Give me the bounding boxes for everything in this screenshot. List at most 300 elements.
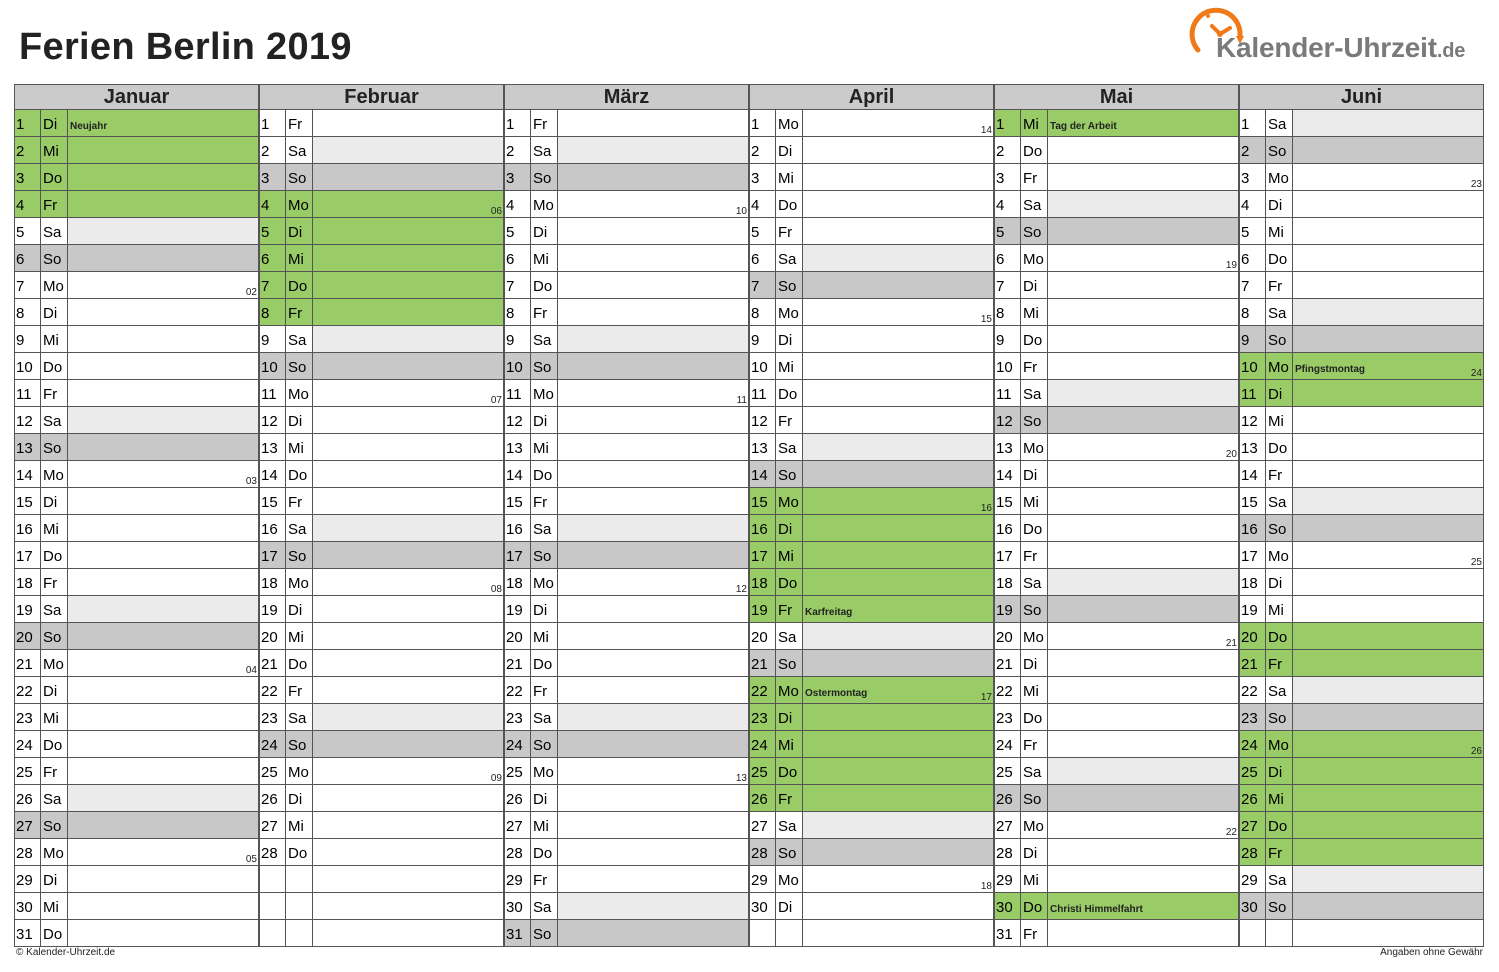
weekday: Mo (531, 758, 558, 784)
day-note (1048, 191, 1238, 217)
weekday: Do (1021, 137, 1048, 163)
weekday: Di (1021, 839, 1048, 865)
weekday: Sa (531, 515, 558, 541)
day-row (504, 650, 749, 677)
day-note (558, 272, 748, 298)
weekday: So (776, 839, 803, 865)
day-number: 27 (260, 812, 286, 838)
weekday: Mo (1021, 812, 1048, 838)
day-row (14, 245, 259, 272)
day-row (994, 515, 1239, 542)
day-number: 1 (1240, 110, 1266, 136)
day-row (1239, 434, 1484, 461)
day-number: 8 (260, 299, 286, 325)
day-number: 27 (995, 812, 1021, 838)
day-number: 2 (1240, 137, 1266, 163)
day-row (1239, 326, 1484, 353)
weekday (1266, 920, 1293, 946)
day-note (803, 461, 993, 487)
day-number: 26 (260, 785, 286, 811)
day-number: 6 (750, 245, 776, 271)
day-note (1293, 110, 1483, 136)
weekday: Mi (531, 623, 558, 649)
logo-text (1216, 32, 1465, 64)
day-number (260, 920, 286, 946)
day-note (313, 407, 503, 433)
day-number: 24 (260, 731, 286, 757)
day-row (259, 407, 504, 434)
day-row (994, 461, 1239, 488)
day-number: 29 (995, 866, 1021, 892)
day-note (803, 893, 993, 919)
day-number: 3 (15, 164, 41, 190)
day-number: 14 (750, 461, 776, 487)
day-number: 22 (260, 677, 286, 703)
day-note (1293, 596, 1483, 622)
day-note (1293, 677, 1483, 703)
day-note (803, 191, 993, 217)
day-note (1048, 812, 1238, 838)
day-row (1239, 515, 1484, 542)
day-row (14, 677, 259, 704)
day-note (1048, 515, 1238, 541)
weekday: Do (41, 164, 68, 190)
weekday: Do (776, 569, 803, 595)
day-number: 31 (15, 920, 41, 946)
day-number: 12 (750, 407, 776, 433)
day-number: 14 (505, 461, 531, 487)
day-number: 11 (505, 380, 531, 406)
day-row (259, 812, 504, 839)
weekday: Di (1266, 758, 1293, 784)
week-number: 05 (245, 854, 257, 865)
day-number: 19 (1240, 596, 1266, 622)
day-row (14, 650, 259, 677)
day-number: 15 (750, 488, 776, 514)
day-row (14, 785, 259, 812)
week-number: 19 (1225, 260, 1237, 271)
day-note (558, 326, 748, 352)
holiday-label: Karfreitag (805, 607, 853, 618)
day-note (313, 920, 503, 946)
day-row (14, 110, 259, 137)
week-number: 11 (736, 395, 747, 406)
day-note (1293, 920, 1483, 946)
day-note (1048, 839, 1238, 865)
day-note (558, 245, 748, 271)
weekday: Mi (776, 353, 803, 379)
day-row (994, 434, 1239, 461)
day-row (504, 515, 749, 542)
day-note (313, 299, 503, 325)
day-row (994, 380, 1239, 407)
month-header: April (749, 84, 994, 110)
weekday: Mo (286, 569, 313, 595)
day-number: 5 (750, 218, 776, 244)
weekday: Mo (1266, 164, 1293, 190)
day-note (558, 704, 748, 730)
day-note (803, 218, 993, 244)
weekday: Di (531, 785, 558, 811)
day-number: 13 (15, 434, 41, 460)
day-number: 12 (995, 407, 1021, 433)
day-number: 30 (750, 893, 776, 919)
weekday: Do (41, 920, 68, 946)
day-note (1293, 542, 1483, 568)
day-row (14, 515, 259, 542)
day-note (803, 785, 993, 811)
weekday: Mi (1266, 407, 1293, 433)
day-number: 12 (1240, 407, 1266, 433)
day-note (803, 488, 993, 514)
day-row (749, 758, 994, 785)
day-row (504, 758, 749, 785)
weekday: Mo (776, 866, 803, 892)
day-note (1048, 407, 1238, 433)
day-number: 18 (750, 569, 776, 595)
day-row (749, 893, 994, 920)
day-row (504, 893, 749, 920)
day-row (504, 920, 749, 947)
day-note (1048, 623, 1238, 649)
weekday: Mi (1021, 866, 1048, 892)
day-number (260, 893, 286, 919)
day-number: 12 (260, 407, 286, 433)
day-row (749, 218, 994, 245)
day-note (1293, 893, 1483, 919)
day-number: 21 (750, 650, 776, 676)
day-number: 10 (15, 353, 41, 379)
day-row (749, 191, 994, 218)
day-note (803, 731, 993, 757)
day-row (504, 704, 749, 731)
holiday-label: Christi Himmelfahrt (1050, 904, 1143, 915)
month-header: Mai (994, 84, 1239, 110)
day-number: 29 (505, 866, 531, 892)
day-row (1239, 299, 1484, 326)
day-row (994, 542, 1239, 569)
day-note (68, 839, 258, 865)
day-row (259, 785, 504, 812)
weekday: Mi (1021, 110, 1048, 136)
day-number: 13 (1240, 434, 1266, 460)
day-note (1048, 245, 1238, 271)
month-column (1239, 84, 1484, 948)
weekday: Di (41, 299, 68, 325)
day-note (313, 137, 503, 163)
week-number: 03 (245, 476, 257, 487)
day-number: 17 (15, 542, 41, 568)
weekday: Mo (776, 488, 803, 514)
weekday: So (1021, 596, 1048, 622)
day-note (1293, 812, 1483, 838)
day-note (558, 191, 748, 217)
day-row (14, 920, 259, 947)
weekday: Mi (1021, 677, 1048, 703)
weekday: Do (41, 731, 68, 757)
weekday: Sa (776, 434, 803, 460)
day-row (14, 272, 259, 299)
day-number: 9 (15, 326, 41, 352)
day-number: 10 (1240, 353, 1266, 379)
day-row (504, 731, 749, 758)
day-row (504, 785, 749, 812)
day-number: 24 (750, 731, 776, 757)
day-number: 17 (1240, 542, 1266, 568)
weekday: Mo (286, 758, 313, 784)
day-number: 11 (750, 380, 776, 406)
day-number: 1 (505, 110, 531, 136)
weekday: Di (776, 704, 803, 730)
weekday: Sa (1266, 488, 1293, 514)
day-number: 22 (1240, 677, 1266, 703)
day-number: 16 (505, 515, 531, 541)
day-row (14, 353, 259, 380)
day-row (14, 164, 259, 191)
weekday: Do (776, 758, 803, 784)
day-row (504, 596, 749, 623)
day-number: 24 (995, 731, 1021, 757)
day-note (68, 164, 258, 190)
day-note (1293, 191, 1483, 217)
day-number: 28 (750, 839, 776, 865)
day-number: 1 (15, 110, 41, 136)
day-row (504, 623, 749, 650)
day-row (994, 785, 1239, 812)
day-row (14, 191, 259, 218)
day-number: 11 (1240, 380, 1266, 406)
day-note (68, 434, 258, 460)
day-row (994, 812, 1239, 839)
weekday: Mo (41, 272, 68, 298)
day-number: 6 (15, 245, 41, 271)
day-row (1239, 164, 1484, 191)
month-column (994, 84, 1239, 948)
day-note (803, 623, 993, 649)
day-number: 7 (750, 272, 776, 298)
day-row (994, 110, 1239, 137)
weekday: Mo (41, 839, 68, 865)
day-number: 2 (15, 137, 41, 163)
day-row (14, 218, 259, 245)
day-row (749, 542, 994, 569)
day-row (14, 461, 259, 488)
day-note (1293, 704, 1483, 730)
day-row (1239, 920, 1484, 947)
day-row (504, 164, 749, 191)
day-note (558, 623, 748, 649)
day-row (749, 299, 994, 326)
week-number: 12 (735, 584, 747, 595)
day-row (994, 893, 1239, 920)
weekday: Fr (1266, 272, 1293, 298)
day-row (1239, 191, 1484, 218)
day-note (313, 326, 503, 352)
weekday: Sa (531, 704, 558, 730)
day-note (313, 380, 503, 406)
day-note (313, 677, 503, 703)
day-note (803, 704, 993, 730)
day-note (803, 866, 993, 892)
holiday-label: Pfingstmontag (1295, 364, 1365, 375)
day-note (68, 758, 258, 784)
day-row (14, 569, 259, 596)
day-row (504, 434, 749, 461)
month-column (259, 84, 504, 948)
day-number: 23 (260, 704, 286, 730)
day-row (749, 488, 994, 515)
weekday: Sa (776, 245, 803, 271)
day-note (313, 515, 503, 541)
day-note (68, 488, 258, 514)
day-row (994, 920, 1239, 947)
day-number: 19 (995, 596, 1021, 622)
weekday: Di (1021, 272, 1048, 298)
day-note (1048, 677, 1238, 703)
weekday: Fr (41, 569, 68, 595)
day-row (259, 596, 504, 623)
day-note (68, 191, 258, 217)
day-note (1048, 731, 1238, 757)
day-number: 3 (1240, 164, 1266, 190)
day-note (803, 758, 993, 784)
day-note (68, 245, 258, 271)
day-row (259, 623, 504, 650)
day-note (313, 758, 503, 784)
day-note (803, 920, 993, 946)
weekday: Fr (776, 785, 803, 811)
day-number: 26 (505, 785, 531, 811)
weekday: Fr (1021, 542, 1048, 568)
day-number: 27 (1240, 812, 1266, 838)
day-note (1293, 515, 1483, 541)
day-number: 25 (1240, 758, 1266, 784)
day-number: 28 (260, 839, 286, 865)
weekday: Mo (41, 650, 68, 676)
day-number: 14 (1240, 461, 1266, 487)
day-number: 9 (1240, 326, 1266, 352)
weekday: Do (1021, 326, 1048, 352)
day-note (803, 110, 993, 136)
day-row (749, 650, 994, 677)
day-row (994, 596, 1239, 623)
day-row (259, 839, 504, 866)
day-number: 21 (995, 650, 1021, 676)
day-note (558, 893, 748, 919)
weekday: Mi (286, 812, 313, 838)
day-note (1048, 353, 1238, 379)
day-row (259, 461, 504, 488)
weekday: Do (1266, 623, 1293, 649)
day-note (803, 299, 993, 325)
day-row (259, 164, 504, 191)
month-header: Juni (1239, 84, 1484, 110)
day-row (994, 353, 1239, 380)
day-row (749, 677, 994, 704)
weekday: Do (41, 353, 68, 379)
weekday: Mi (776, 164, 803, 190)
day-number: 31 (995, 920, 1021, 946)
day-note (1048, 704, 1238, 730)
day-number: 16 (1240, 515, 1266, 541)
day-number: 23 (750, 704, 776, 730)
day-note (68, 704, 258, 730)
weekday: Sa (531, 137, 558, 163)
day-number: 21 (505, 650, 531, 676)
day-number: 28 (1240, 839, 1266, 865)
day-note (313, 812, 503, 838)
day-row (1239, 353, 1484, 380)
day-number: 8 (750, 299, 776, 325)
weekday: Fr (41, 191, 68, 217)
weekday: So (531, 731, 558, 757)
day-number: 29 (15, 866, 41, 892)
day-note (803, 407, 993, 433)
day-row (994, 326, 1239, 353)
week-number: 22 (1225, 827, 1237, 838)
day-row (749, 569, 994, 596)
logo-name: Kalender-Uhrzeit (1216, 32, 1437, 63)
holiday-label: Tag der Arbeit (1050, 121, 1117, 132)
day-row (259, 272, 504, 299)
day-note (1048, 137, 1238, 163)
day-number: 7 (1240, 272, 1266, 298)
day-row (259, 191, 504, 218)
weekday (286, 866, 313, 892)
weekday: Fr (531, 677, 558, 703)
week-number: 17 (980, 692, 992, 703)
day-number: 5 (1240, 218, 1266, 244)
day-number: 13 (260, 434, 286, 460)
day-note (1048, 650, 1238, 676)
day-number: 8 (505, 299, 531, 325)
weekday: Sa (1266, 299, 1293, 325)
day-number: 19 (750, 596, 776, 622)
day-number: 27 (750, 812, 776, 838)
day-row (994, 218, 1239, 245)
day-note (558, 677, 748, 703)
weekday: Sa (531, 326, 558, 352)
day-number: 8 (995, 299, 1021, 325)
day-number: 18 (1240, 569, 1266, 595)
day-row (1239, 677, 1484, 704)
day-number: 20 (995, 623, 1021, 649)
day-note (1048, 596, 1238, 622)
day-note (68, 623, 258, 649)
day-row (504, 407, 749, 434)
day-note (1048, 380, 1238, 406)
day-row (1239, 839, 1484, 866)
month-header: März (504, 84, 749, 110)
day-row (259, 542, 504, 569)
day-note (68, 677, 258, 703)
day-note (558, 515, 748, 541)
day-note (68, 515, 258, 541)
day-row (994, 488, 1239, 515)
day-row (749, 137, 994, 164)
day-note (68, 137, 258, 163)
weekday: Di (1021, 650, 1048, 676)
day-note (313, 893, 503, 919)
day-number: 6 (505, 245, 531, 271)
day-row (1239, 110, 1484, 137)
weekday: So (1266, 893, 1293, 919)
weekday: So (286, 731, 313, 757)
day-number: 15 (260, 488, 286, 514)
day-number: 29 (750, 866, 776, 892)
weekday: Fr (531, 299, 558, 325)
day-row (259, 380, 504, 407)
